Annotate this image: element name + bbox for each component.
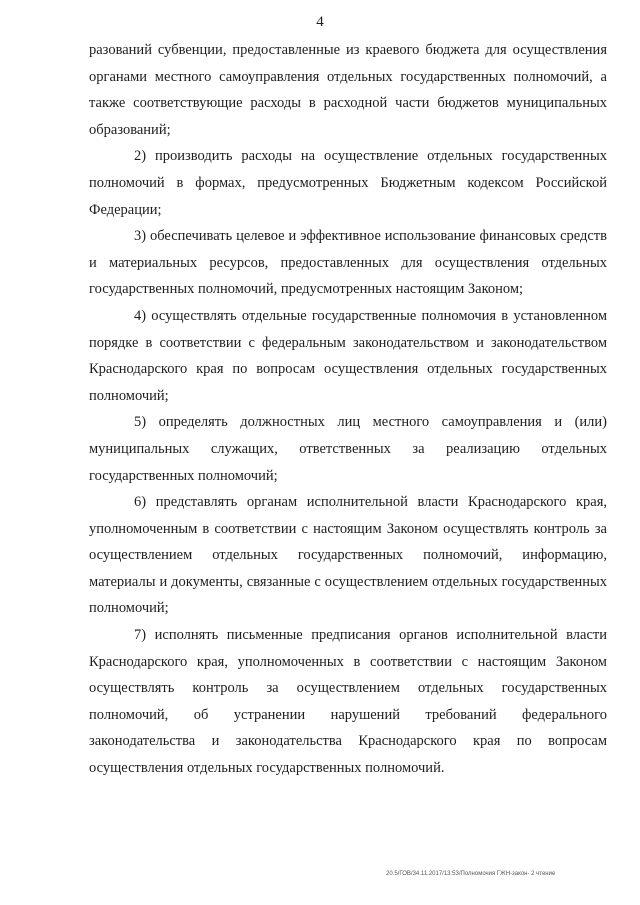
paragraph-item-6: 6) представлять органам исполнительной власти Краснодарского края, уполномоченным в соответствии с настоящим Законом осуществлять контроль за осуществлением отдельных государственных полномочий, информацию, материалы и документы, связанные с осуществлением отдельных государственных полномочий; xyxy=(89,494,607,617)
paragraph-item-3: 3) обеспечивать целевое и эффективное использование финансовых средств и материальных ресурсов, предоставленных для осуществления отдельных государственных полномочий, предусмотренных настоящим Законом; xyxy=(89,228,607,298)
paragraph-item-4: 4) осуществлять отдельные государственные полномочия в установленном порядке в соответствии с федеральным законодательством и законодательством Краснодарского края по вопросам осуществления отдельных государственных полномочий; xyxy=(89,307,607,404)
page-number: 4 xyxy=(316,14,324,30)
document-footer-stamp: 20.5/ГОВ/34.11.2017/13:53/Полномочия ГЖН-закон- 2 чтение xyxy=(386,871,556,877)
document-body xyxy=(89,37,607,782)
paragraph-item-5: 5) определять должностных лиц местного самоуправления и (или) муниципальных служащих, ответственных за реализацию отдельных государственных полномочий; xyxy=(89,414,607,484)
paragraph-item-2: 2) производить расходы на осуществление отдельных государственных полномочий в формах, предусмотренных Бюджетным кодексом Российской Федерации; xyxy=(89,148,607,218)
paragraph-item-7: 7) исполнять письменные предписания органов исполнительной власти Краснодарского края, уполномоченных в соответствии с настоящим Законом осуществлять контроль за осуществлением отдельных государственных полномочий, об устранении нарушений требований федерального законодательства и законодательства Краснодарского края по вопросам осуществления отдельных государственных полномочий. xyxy=(89,627,607,777)
paragraph-continuation: разований субвенции, предоставленные из краевого бюджета для осуществления органами местного самоуправления отдельных государственных полномочий, а также соответствующие расходы в расходной части бюджетов муниципальных образований; xyxy=(89,42,607,138)
